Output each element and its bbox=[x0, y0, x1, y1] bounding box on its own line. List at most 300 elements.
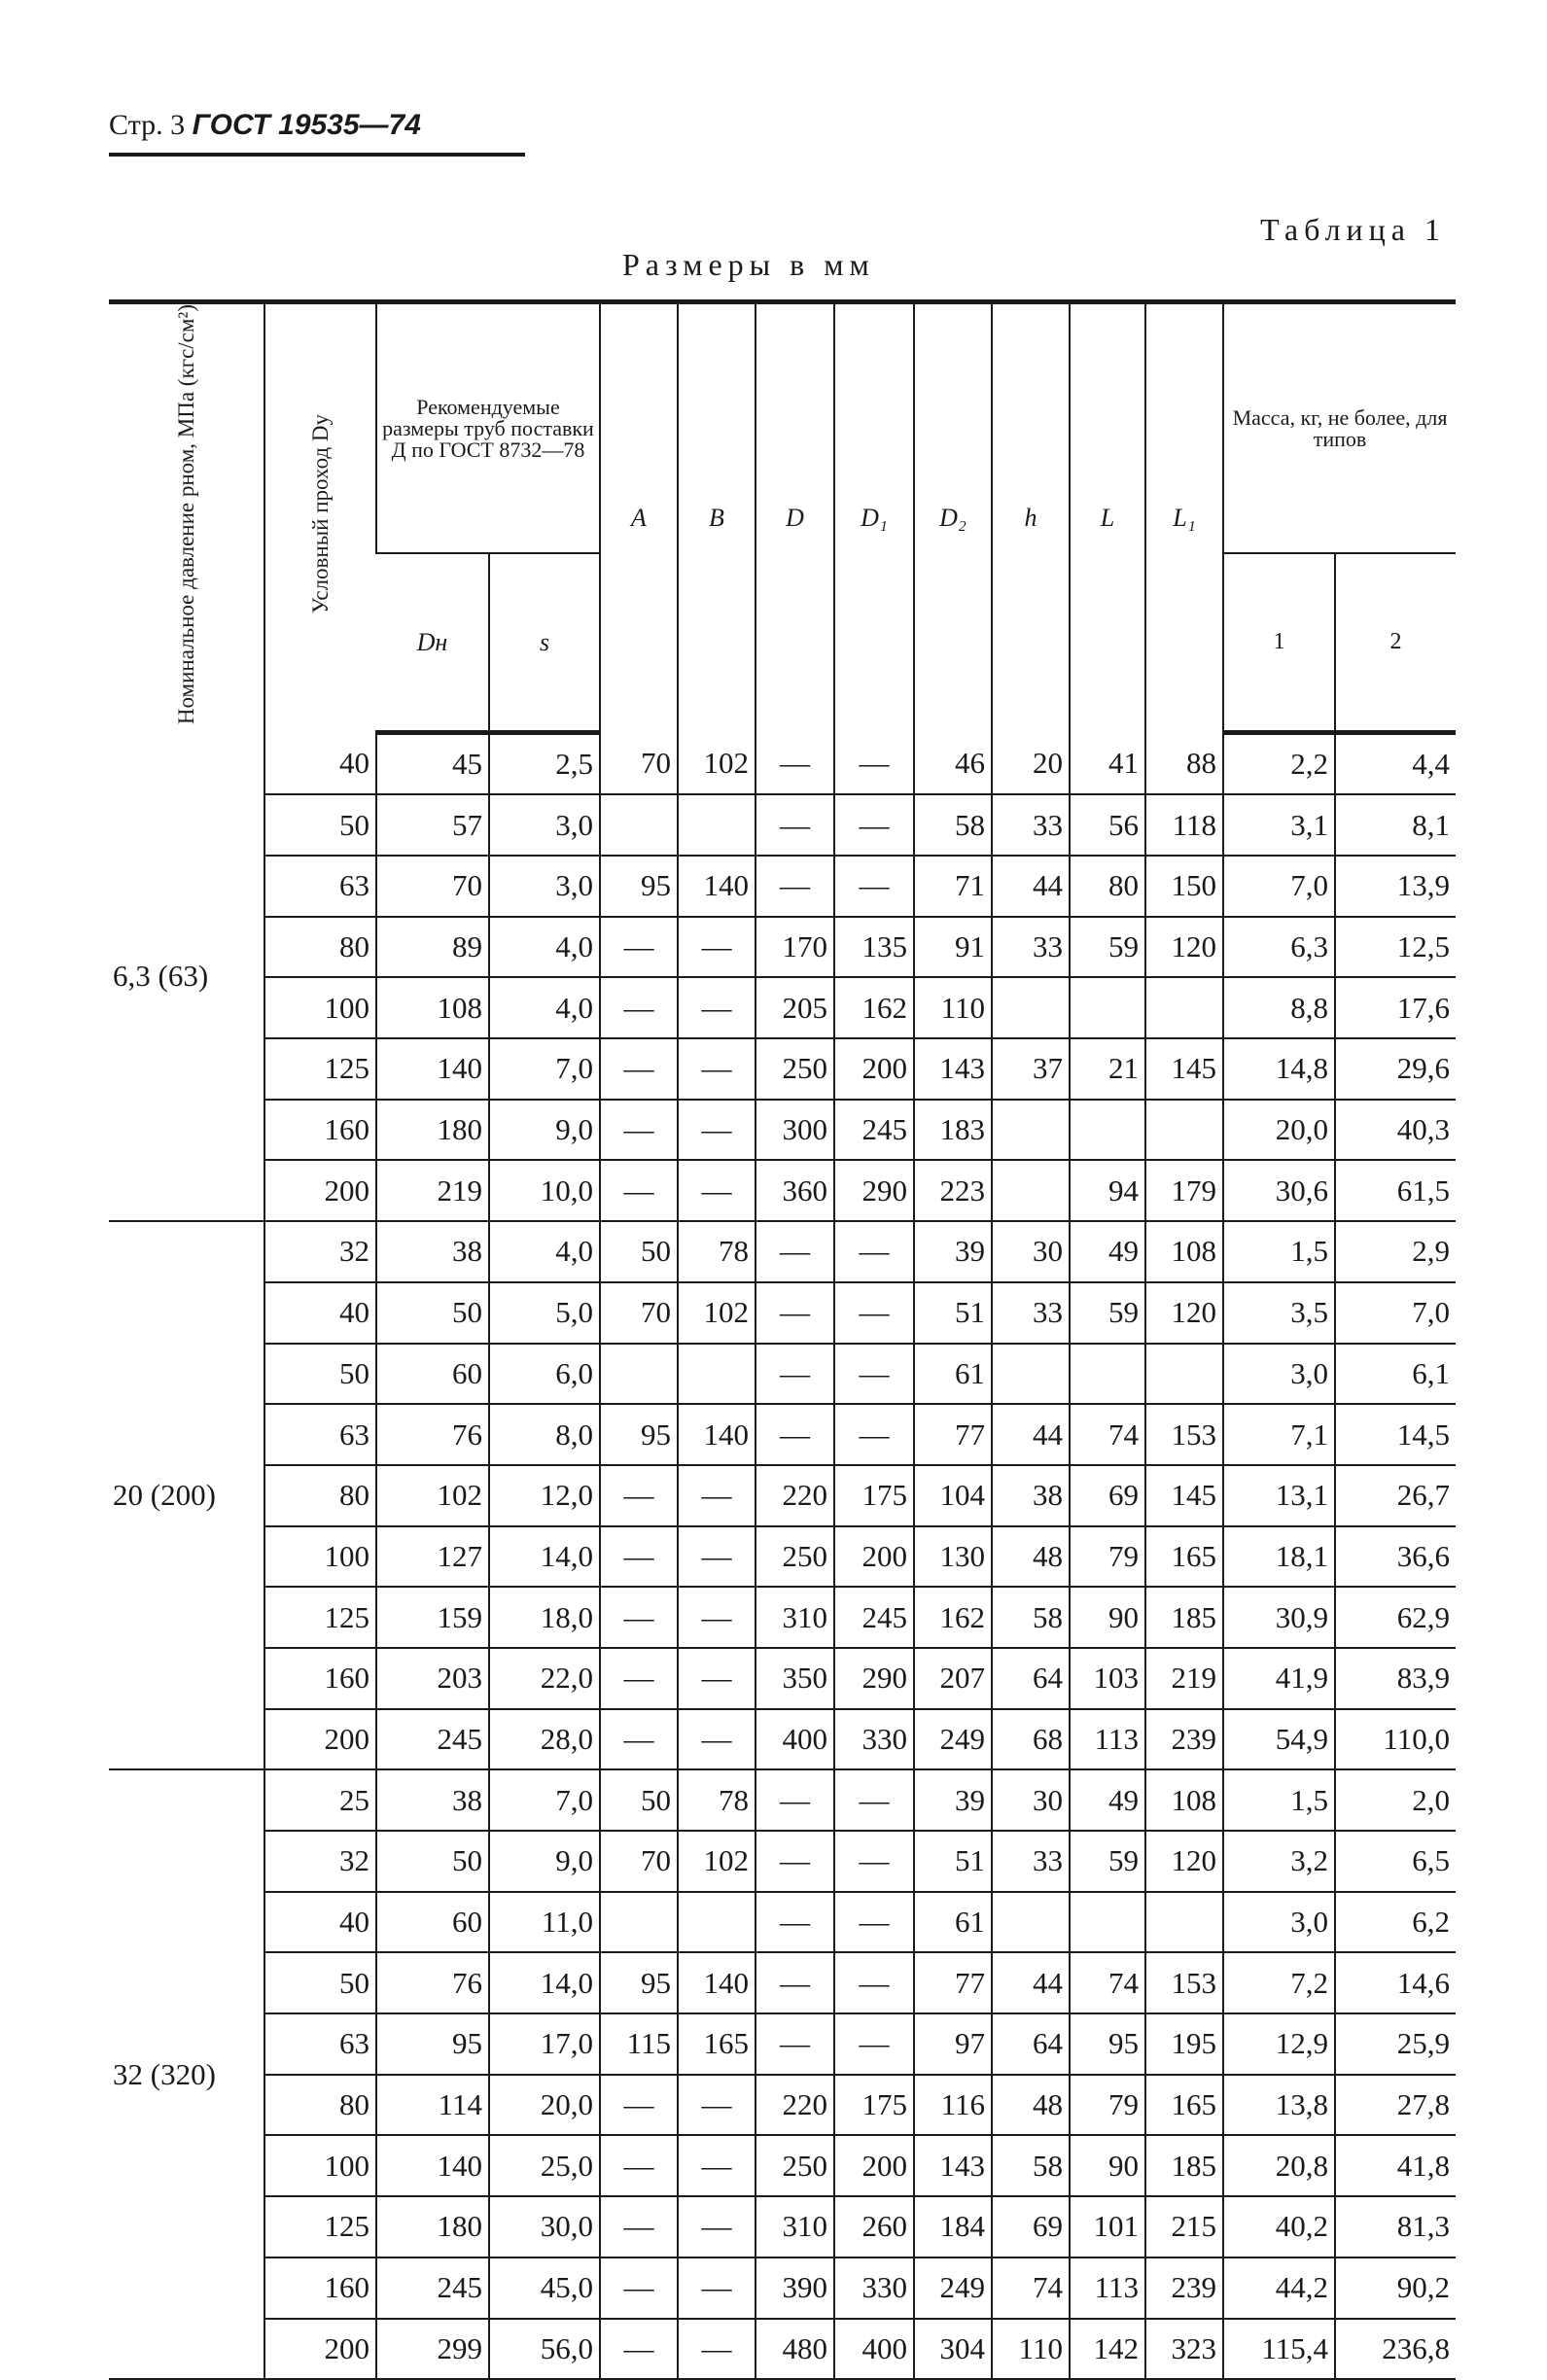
table-cell: 59 bbox=[1070, 1282, 1145, 1344]
table-cell: 175 bbox=[834, 2075, 914, 2136]
table-cell: 83,9 bbox=[1335, 1648, 1456, 1709]
table-cell: 28,0 bbox=[489, 1709, 600, 1770]
table-cell: 56,0 bbox=[489, 2319, 600, 2380]
table-cell: 108 bbox=[1145, 1221, 1223, 1282]
table-cell: 135 bbox=[834, 917, 914, 978]
table-row bbox=[109, 1282, 1456, 1344]
table-cell: 37 bbox=[992, 1038, 1070, 1100]
table-cell: 21 bbox=[1070, 1038, 1145, 1100]
table-cell: 50 bbox=[376, 1282, 489, 1344]
table-cell: 8,8 bbox=[1223, 977, 1335, 1038]
table-cell: 14,5 bbox=[1335, 1404, 1456, 1465]
table-row bbox=[109, 2319, 1456, 2380]
table-row bbox=[109, 732, 1456, 794]
table-cell: — bbox=[678, 977, 756, 1038]
table-cell: 165 bbox=[1145, 1526, 1223, 1588]
table-cell: 1,5 bbox=[1223, 1769, 1335, 1831]
table-cell: 183 bbox=[914, 1100, 992, 1161]
table-cell: 38 bbox=[376, 1221, 489, 1282]
table-cell: — bbox=[834, 1344, 914, 1405]
table-cell: 68 bbox=[992, 1709, 1070, 1770]
table-row bbox=[109, 1892, 1456, 1953]
table-cell: 44 bbox=[992, 1952, 1070, 2013]
table-cell: 69 bbox=[992, 2196, 1070, 2258]
table-cell: 127 bbox=[376, 1526, 489, 1588]
units-caption: Размеры в мм bbox=[622, 247, 875, 282]
table-cell: 116 bbox=[914, 2075, 992, 2136]
col-s: s bbox=[489, 553, 600, 732]
table-cell: 250 bbox=[756, 2135, 834, 2196]
table-cell: 70 bbox=[376, 856, 489, 917]
table-cell: 100 bbox=[264, 2135, 376, 2196]
table-cell bbox=[1070, 1344, 1145, 1405]
table-cell: — bbox=[834, 1282, 914, 1344]
table-cell: — bbox=[678, 1526, 756, 1588]
table-cell: — bbox=[678, 2258, 756, 2319]
table-cell: 80 bbox=[264, 2075, 376, 2136]
table-cell: 245 bbox=[834, 1100, 914, 1161]
table-cell: — bbox=[834, 1892, 914, 1953]
table-cell bbox=[1070, 1892, 1145, 1953]
table-cell: 88 bbox=[1145, 732, 1223, 794]
table-cell: 50 bbox=[264, 1952, 376, 2013]
table-cell: 17,6 bbox=[1335, 977, 1456, 1038]
table-cell: 64 bbox=[992, 2013, 1070, 2075]
table-cell: 310 bbox=[756, 1587, 834, 1648]
table-cell: 245 bbox=[834, 1587, 914, 1648]
table-row bbox=[109, 856, 1456, 917]
table-cell: 3,0 bbox=[1223, 1344, 1335, 1405]
table-cell: 10,0 bbox=[489, 1160, 600, 1221]
table-cell: 223 bbox=[914, 1160, 992, 1221]
col-mass: Масса, кг, не более, для типов bbox=[1223, 302, 1456, 554]
table-cell: 33 bbox=[992, 917, 1070, 978]
table-cell bbox=[992, 1160, 1070, 1221]
table-cell: — bbox=[834, 732, 914, 794]
table-cell: — bbox=[678, 1100, 756, 1161]
table-cell: 41,8 bbox=[1335, 2135, 1456, 2196]
table-cell: 110 bbox=[914, 977, 992, 1038]
table-cell: — bbox=[600, 1526, 678, 1588]
table-cell: 207 bbox=[914, 1648, 992, 1709]
table-cell: 153 bbox=[1145, 1952, 1223, 2013]
table-cell: 36,6 bbox=[1335, 1526, 1456, 1588]
table-cell: 205 bbox=[756, 977, 834, 1038]
table-cell bbox=[992, 1892, 1070, 1953]
table-cell: 44 bbox=[992, 1404, 1070, 1465]
table-row bbox=[109, 1344, 1456, 1405]
table-cell: 7,0 bbox=[1335, 1282, 1456, 1344]
table-cell: 56 bbox=[1070, 794, 1145, 856]
table-cell: 7,0 bbox=[489, 1038, 600, 1100]
table-cell: 6,0 bbox=[489, 1344, 600, 1405]
table-cell: 3,0 bbox=[489, 794, 600, 856]
table-cell: 41,9 bbox=[1223, 1648, 1335, 1709]
table-cell: — bbox=[756, 1221, 834, 1282]
pressure-cell: 20 (200) bbox=[109, 1221, 264, 1769]
table-cell: 90 bbox=[1070, 2135, 1145, 2196]
table-cell: 102 bbox=[376, 1465, 489, 1526]
table-cell: 108 bbox=[376, 977, 489, 1038]
table-cell: 179 bbox=[1145, 1160, 1223, 1221]
col-dy: Условный проход Dy bbox=[264, 302, 376, 733]
table-cell: 153 bbox=[1145, 1404, 1223, 1465]
table-cell: — bbox=[600, 1465, 678, 1526]
table-cell: 74 bbox=[1070, 1952, 1145, 2013]
table-cell: 3,5 bbox=[1223, 1282, 1335, 1344]
table-cell: — bbox=[756, 732, 834, 794]
table-cell: — bbox=[756, 1892, 834, 1953]
table-cell: 118 bbox=[1145, 794, 1223, 856]
table-cell: 299 bbox=[376, 2319, 489, 2380]
table-cell: 44,2 bbox=[1223, 2258, 1335, 2319]
table-cell: 2,9 bbox=[1335, 1221, 1456, 1282]
table-cell bbox=[1070, 977, 1145, 1038]
table-cell: 170 bbox=[756, 917, 834, 978]
table-cell: 59 bbox=[1070, 917, 1145, 978]
table-cell: 13,8 bbox=[1223, 2075, 1335, 2136]
table-cell: 6,5 bbox=[1335, 1831, 1456, 1892]
table-cell: 7,2 bbox=[1223, 1952, 1335, 2013]
table-cell: 80 bbox=[264, 1465, 376, 1526]
table-cell: 76 bbox=[376, 1952, 489, 2013]
header-rule bbox=[109, 153, 525, 157]
table-cell: 300 bbox=[756, 1100, 834, 1161]
table-cell: 81,3 bbox=[1335, 2196, 1456, 2258]
table-cell: 110 bbox=[992, 2319, 1070, 2380]
table-cell: 3,2 bbox=[1223, 1831, 1335, 1892]
table-cell bbox=[678, 794, 756, 856]
table-cell: 4,0 bbox=[489, 1221, 600, 1282]
table-row bbox=[109, 2258, 1456, 2319]
table-cell: 71 bbox=[914, 856, 992, 917]
table-cell bbox=[1145, 977, 1223, 1038]
table-cell: 14,0 bbox=[489, 1952, 600, 2013]
table-cell bbox=[600, 1892, 678, 1953]
table-cell: 162 bbox=[914, 1587, 992, 1648]
table-cell: 95 bbox=[1070, 2013, 1145, 2075]
table-cell bbox=[1145, 1344, 1223, 1405]
table-row bbox=[109, 1526, 1456, 1588]
table-cell: 13,9 bbox=[1335, 856, 1456, 917]
table-cell: 101 bbox=[1070, 2196, 1145, 2258]
table-cell: 58 bbox=[992, 1587, 1070, 1648]
table-cell: 40,2 bbox=[1223, 2196, 1335, 2258]
table-cell: 195 bbox=[1145, 2013, 1223, 2075]
table-cell: 3,1 bbox=[1223, 794, 1335, 856]
table-cell: 6,1 bbox=[1335, 1344, 1456, 1405]
table-cell: 400 bbox=[834, 2319, 914, 2380]
pressure-cell: 32 (320) bbox=[109, 1769, 264, 2379]
table-cell: 60 bbox=[376, 1892, 489, 1953]
table-row bbox=[109, 1160, 1456, 1221]
table-cell: — bbox=[600, 1709, 678, 1770]
table-cell: 61 bbox=[914, 1344, 992, 1405]
table-cell: — bbox=[678, 1160, 756, 1221]
table-cell: 323 bbox=[1145, 2319, 1223, 2380]
table-cell: 330 bbox=[834, 2258, 914, 2319]
table-cell: 78 bbox=[678, 1769, 756, 1831]
table-cell: 203 bbox=[376, 1648, 489, 1709]
table-cell: 57 bbox=[376, 794, 489, 856]
table-cell: 80 bbox=[1070, 856, 1145, 917]
col-dn: Dн bbox=[376, 553, 489, 732]
table-cell: 5,0 bbox=[489, 1282, 600, 1344]
table-row bbox=[109, 1038, 1456, 1100]
table-cell: 30,0 bbox=[489, 2196, 600, 2258]
table-cell: 48 bbox=[992, 2075, 1070, 2136]
table-cell: 115,4 bbox=[1223, 2319, 1335, 2380]
table-cell: 12,9 bbox=[1223, 2013, 1335, 2075]
table-cell: 1,5 bbox=[1223, 1221, 1335, 1282]
table-cell: 4,0 bbox=[489, 917, 600, 978]
table-cell: 6,3 bbox=[1223, 917, 1335, 978]
table-cell: 120 bbox=[1145, 1831, 1223, 1892]
table-cell: 7,0 bbox=[489, 1769, 600, 1831]
table-cell: 25 bbox=[264, 1769, 376, 1831]
table-cell: 40,3 bbox=[1335, 1100, 1456, 1161]
table-cell: 140 bbox=[376, 2135, 489, 2196]
table-cell: — bbox=[600, 2135, 678, 2196]
table-cell: 215 bbox=[1145, 2196, 1223, 2258]
table-cell: 89 bbox=[376, 917, 489, 978]
table-cell: 200 bbox=[264, 2319, 376, 2380]
table-cell: 140 bbox=[678, 856, 756, 917]
table-cell: 25,0 bbox=[489, 2135, 600, 2196]
table-cell: 63 bbox=[264, 856, 376, 917]
col-d: D bbox=[756, 302, 834, 733]
table-cell: — bbox=[756, 1831, 834, 1892]
table-cell: 145 bbox=[1145, 1038, 1223, 1100]
table-cell: — bbox=[678, 917, 756, 978]
col-d1: D₁ bbox=[834, 302, 914, 733]
table-cell: 27,8 bbox=[1335, 2075, 1456, 2136]
table-cell: 77 bbox=[914, 1404, 992, 1465]
table-cell: — bbox=[834, 2013, 914, 2075]
table-cell: 18,1 bbox=[1223, 1526, 1335, 1588]
col-pnom: Номинальное давление pном, МПа (кгс/см²) bbox=[109, 302, 264, 733]
table-cell: — bbox=[600, 1038, 678, 1100]
table-cell: 45,0 bbox=[489, 2258, 600, 2319]
table-cell: 3,0 bbox=[1223, 1892, 1335, 1953]
table-cell: 74 bbox=[992, 2258, 1070, 2319]
table-cell bbox=[992, 977, 1070, 1038]
table-cell: 125 bbox=[264, 1038, 376, 1100]
table-cell bbox=[992, 1344, 1070, 1405]
table-cell: 125 bbox=[264, 2196, 376, 2258]
table-cell: 250 bbox=[756, 1038, 834, 1100]
table-cell: 180 bbox=[376, 1100, 489, 1161]
table-cell: 160 bbox=[264, 2258, 376, 2319]
table-cell: — bbox=[834, 1769, 914, 1831]
table-cell: 33 bbox=[992, 1831, 1070, 1892]
table-cell: 94 bbox=[1070, 1160, 1145, 1221]
table-cell: 245 bbox=[376, 2258, 489, 2319]
table-row bbox=[109, 2013, 1456, 2075]
table-cell: 69 bbox=[1070, 1465, 1145, 1526]
table-cell: 45 bbox=[376, 732, 489, 794]
table-cell: 9,0 bbox=[489, 1831, 600, 1892]
table-cell: 14,0 bbox=[489, 1526, 600, 1588]
standard-code: ГОСТ 19535—74 bbox=[192, 109, 421, 141]
table-cell: 79 bbox=[1070, 2075, 1145, 2136]
table-cell: 2,0 bbox=[1335, 1769, 1456, 1831]
dimensions-table bbox=[109, 299, 1456, 2380]
table-cell: 310 bbox=[756, 2196, 834, 2258]
table-cell: 95 bbox=[376, 2013, 489, 2075]
col-a: A bbox=[600, 302, 678, 733]
table-cell: 58 bbox=[914, 794, 992, 856]
table-cell: 114 bbox=[376, 2075, 489, 2136]
table-cell: 33 bbox=[992, 1282, 1070, 1344]
table-row bbox=[109, 1952, 1456, 2013]
table-cell: 74 bbox=[1070, 1404, 1145, 1465]
col-b: B bbox=[678, 302, 756, 733]
table-body bbox=[109, 732, 1456, 2379]
table-cell: 4,0 bbox=[489, 977, 600, 1038]
table-cell: 38 bbox=[992, 1465, 1070, 1526]
table-cell: 91 bbox=[914, 917, 992, 978]
table-cell: 220 bbox=[756, 1465, 834, 1526]
table-cell: 200 bbox=[264, 1160, 376, 1221]
table-cell bbox=[1145, 1892, 1223, 1953]
table-cell: — bbox=[834, 856, 914, 917]
table-cell: 90 bbox=[1070, 1587, 1145, 1648]
table-cell: 143 bbox=[914, 1038, 992, 1100]
table-cell: 480 bbox=[756, 2319, 834, 2380]
table-cell: 165 bbox=[1145, 2075, 1223, 2136]
table-cell: 239 bbox=[1145, 2258, 1223, 2319]
table-cell: 160 bbox=[264, 1100, 376, 1161]
table-cell: 125 bbox=[264, 1587, 376, 1648]
table-cell: 113 bbox=[1070, 1709, 1145, 1770]
table-cell: 220 bbox=[756, 2075, 834, 2136]
table-cell: — bbox=[834, 1831, 914, 1892]
col-mass-type-2: 2 bbox=[1335, 553, 1456, 732]
table-cell: 6,2 bbox=[1335, 1892, 1456, 1953]
table-cell: 102 bbox=[678, 1282, 756, 1344]
table-cell: 100 bbox=[264, 1526, 376, 1588]
table-cell: 22,0 bbox=[489, 1648, 600, 1709]
table-cell: — bbox=[834, 1404, 914, 1465]
table-cell: 58 bbox=[992, 2135, 1070, 2196]
table-cell: 162 bbox=[834, 977, 914, 1038]
table-cell: 100 bbox=[264, 977, 376, 1038]
table-cell: 97 bbox=[914, 2013, 992, 2075]
table-cell: 30 bbox=[992, 1769, 1070, 1831]
table-cell: 8,1 bbox=[1335, 794, 1456, 856]
table-cell: 41 bbox=[1070, 732, 1145, 794]
table-cell: 145 bbox=[1145, 1465, 1223, 1526]
table-cell: 250 bbox=[756, 1526, 834, 1588]
table-cell: 13,1 bbox=[1223, 1465, 1335, 1526]
table-row bbox=[109, 1465, 1456, 1526]
table-cell: 165 bbox=[678, 2013, 756, 2075]
page-number: Стр. 3 bbox=[109, 109, 186, 141]
table-cell: 110,0 bbox=[1335, 1709, 1456, 1770]
table-cell: 102 bbox=[678, 732, 756, 794]
table-cell: 70 bbox=[600, 732, 678, 794]
table-cell: 95 bbox=[600, 1952, 678, 2013]
table-cell: 32 bbox=[264, 1221, 376, 1282]
table-cell: 103 bbox=[1070, 1648, 1145, 1709]
table-cell bbox=[992, 1100, 1070, 1161]
table-cell: 46 bbox=[914, 732, 992, 794]
table-cell: 2,2 bbox=[1223, 732, 1335, 794]
table-cell: 140 bbox=[376, 1038, 489, 1100]
table-cell: 50 bbox=[376, 1831, 489, 1892]
table-cell: 44 bbox=[992, 856, 1070, 917]
table-cell: — bbox=[834, 1952, 914, 2013]
table-cell: 102 bbox=[678, 1831, 756, 1892]
col-h: h bbox=[992, 302, 1070, 733]
table-cell: 50 bbox=[600, 1221, 678, 1282]
table-cell: 17,0 bbox=[489, 2013, 600, 2075]
table-cell: 200 bbox=[834, 2135, 914, 2196]
table-cell: 185 bbox=[1145, 2135, 1223, 2196]
col-l1: L₁ bbox=[1145, 302, 1223, 733]
table-cell: 12,5 bbox=[1335, 917, 1456, 978]
page-header bbox=[109, 109, 421, 142]
table-cell: 130 bbox=[914, 1526, 992, 1588]
table-cell: 29,6 bbox=[1335, 1038, 1456, 1100]
table-cell: — bbox=[600, 1100, 678, 1161]
table-cell: 14,6 bbox=[1335, 1952, 1456, 2013]
table-cell: 63 bbox=[264, 2013, 376, 2075]
table-cell: — bbox=[834, 1221, 914, 1282]
table-cell: — bbox=[756, 856, 834, 917]
table-cell: 95 bbox=[600, 856, 678, 917]
table-cell: 51 bbox=[914, 1831, 992, 1892]
table-cell: — bbox=[678, 2196, 756, 2258]
table-row bbox=[109, 1100, 1456, 1161]
table-cell: 76 bbox=[376, 1404, 489, 1465]
table-cell: 90,2 bbox=[1335, 2258, 1456, 2319]
table-cell: 61 bbox=[914, 1892, 992, 1953]
table-cell: 390 bbox=[756, 2258, 834, 2319]
table-cell: 77 bbox=[914, 1952, 992, 2013]
table-cell: 39 bbox=[914, 1221, 992, 1282]
table-cell: 260 bbox=[834, 2196, 914, 2258]
table-cell bbox=[678, 1344, 756, 1405]
table-cell: 4,4 bbox=[1335, 732, 1456, 794]
table-cell: 7,0 bbox=[1223, 856, 1335, 917]
table-cell: 330 bbox=[834, 1709, 914, 1770]
table-cell: 180 bbox=[376, 2196, 489, 2258]
table-cell: 113 bbox=[1070, 2258, 1145, 2319]
table-cell: — bbox=[600, 1587, 678, 1648]
table-cell: 200 bbox=[264, 1709, 376, 1770]
table-row bbox=[109, 1221, 1456, 1282]
table-cell: — bbox=[756, 794, 834, 856]
table-row bbox=[109, 2196, 1456, 2258]
col-mass-type-1: 1 bbox=[1223, 553, 1335, 732]
table-cell: 78 bbox=[678, 1221, 756, 1282]
table-cell: — bbox=[600, 2319, 678, 2380]
table-cell: 39 bbox=[914, 1769, 992, 1831]
table-cell: 30 bbox=[992, 1221, 1070, 1282]
table-cell: 290 bbox=[834, 1648, 914, 1709]
table-cell: — bbox=[600, 2258, 678, 2319]
table-cell: 3,0 bbox=[489, 856, 600, 917]
table-cell: 175 bbox=[834, 1465, 914, 1526]
table-cell: 40 bbox=[264, 1282, 376, 1344]
table-cell: 360 bbox=[756, 1160, 834, 1221]
table-cell: 150 bbox=[1145, 856, 1223, 917]
table-cell: 12,0 bbox=[489, 1465, 600, 1526]
table-cell bbox=[600, 794, 678, 856]
table-cell: 33 bbox=[992, 794, 1070, 856]
